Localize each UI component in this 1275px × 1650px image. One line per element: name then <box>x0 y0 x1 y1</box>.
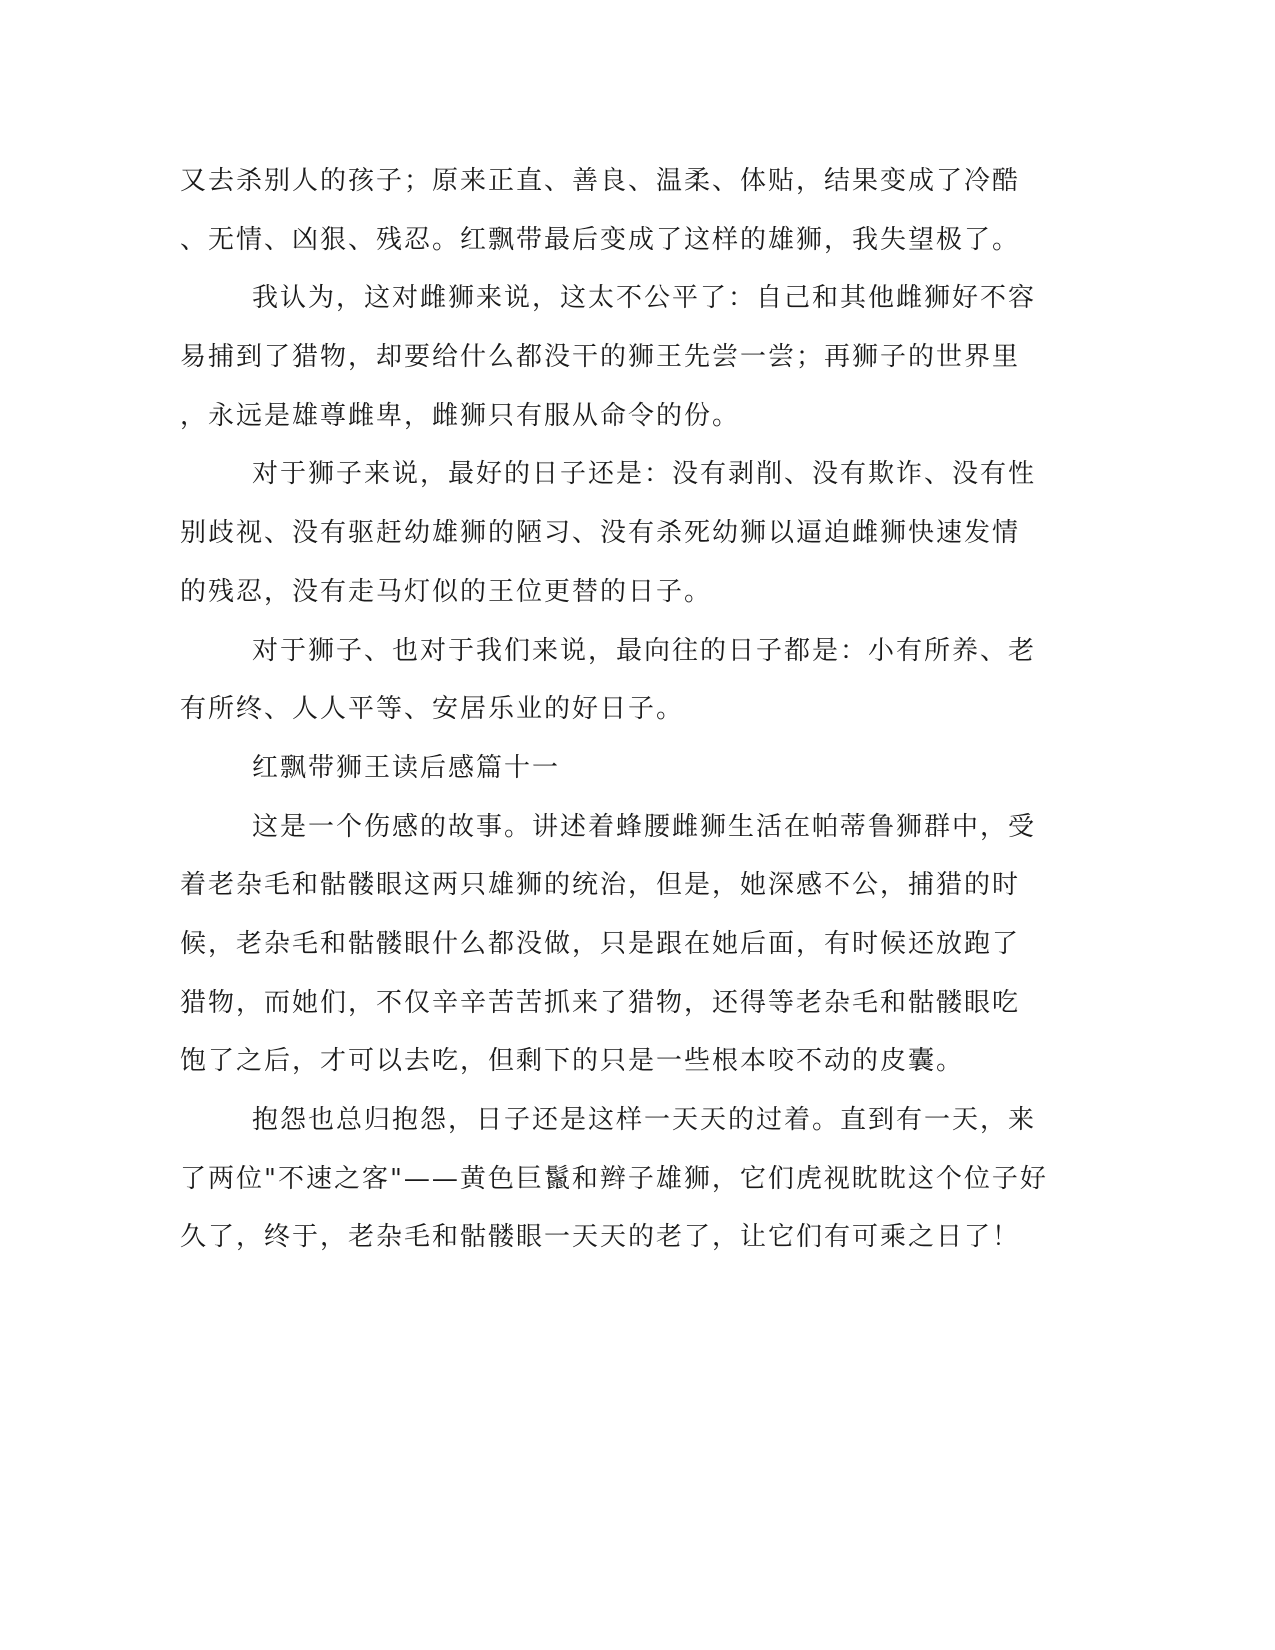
text-line: 了两位"不速之客"——黄色巨鬣和辫子雄狮，它们虎视眈眈这个位子好 <box>180 1163 1048 1194</box>
text-line: 候，老杂毛和骷髅眼什么都没做，只是跟在她后面，有时候还放跑了 <box>180 928 1021 959</box>
text-line: 有所终、人人平等、安居乐业的好日子。 <box>180 694 685 725</box>
paragraph-start-line: 我认为，这对雌狮来说，这太不公平了：自己和其他雌狮好不容 <box>252 283 1037 314</box>
text-line: 易捕到了猎物，却要给什么都没干的狮王先尝一尝；再狮子的世界里 <box>180 342 1021 373</box>
text-line: 又去杀别人的孩子；原来正直、善良、温柔、体贴，结果变成了冷酷 <box>180 166 1021 196</box>
body-text <box>180 160 1048 1275</box>
text-line: 的残忍，没有走马灯似的王位更替的日子。 <box>180 576 713 607</box>
text-line: 别歧视、没有驱赶幼雄狮的陋习、没有杀死幼狮以逼迫雌狮快速发情 <box>180 518 1021 549</box>
text-line: ，永远是雄尊雌卑，雌狮只有服从命令的份。 <box>180 400 741 431</box>
text-line: 、无情、凶狠、残忍。红飘带最后变成了这样的雄狮，我失望极了。 <box>180 224 1021 255</box>
paragraph-start-line: 对于狮子来说，最好的日子还是：没有剥削、没有欺诈、没有性 <box>252 459 1037 490</box>
paragraph-start-line: 抱怨也总归抱怨，日子还是这样一天天的过着。直到有一天，来 <box>252 1105 1037 1135</box>
paragraph-start-line: 这是一个伤感的故事。讲述着蜂腰雌狮生活在帕蒂鲁狮群中，受 <box>252 811 1037 842</box>
text-line: 着老杂毛和骷髅眼这两只雄狮的统治，但是，她深感不公，捕猎的时 <box>180 870 1021 901</box>
text-line: 猎物，而她们，不仅辛辛苦苦抓来了猎物，还得等老杂毛和骷髅眼吃 <box>180 987 1021 1018</box>
text-line: 久了，终于，老杂毛和骷髅眼一天天的老了，让它们有可乘之日了！ <box>180 1222 1021 1253</box>
paragraph-start-line: 对于狮子、也对于我们来说，最向往的日子都是：小有所养、老 <box>252 635 1037 666</box>
section-heading: 红飘带狮王读后感篇十一 <box>252 752 561 783</box>
text-line: 饱了之后，才可以去吃，但剩下的只是一些根本咬不动的皮囊。 <box>180 1046 965 1077</box>
